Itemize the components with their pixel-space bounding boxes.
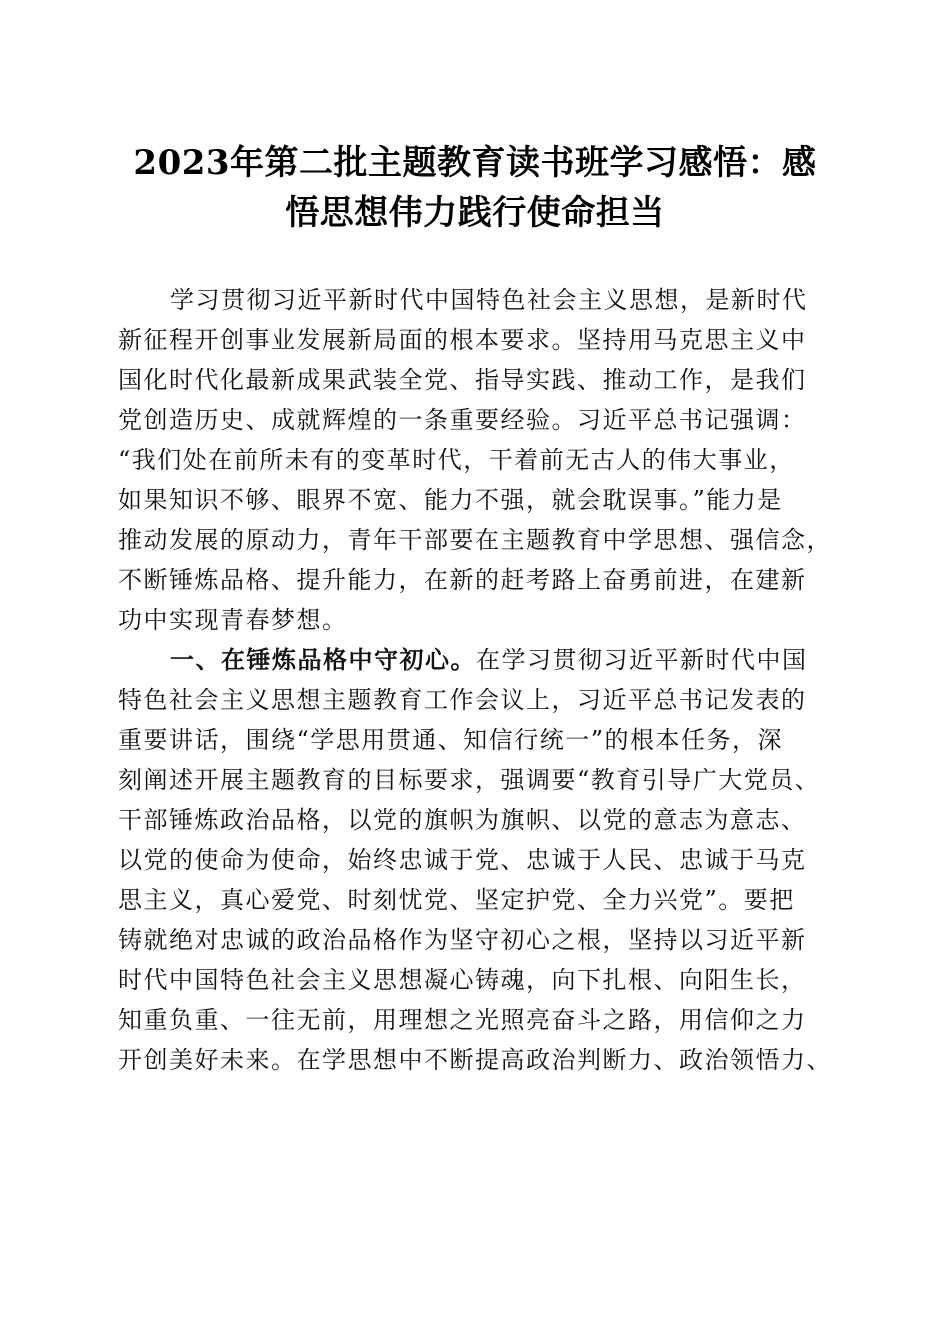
paragraph-line: 不断锤炼品格、提升能力，在新的赶考路上奋勇前进，在建新 <box>118 566 807 594</box>
paragraph-line: 开创美好未来。在学思想中不断提高政治判断力、政治领悟力、 <box>118 1046 832 1074</box>
section-1-first-line-text: 在学习贯彻习近平新时代中国 <box>476 646 808 674</box>
paragraph-line: 以党的使命为使命，始终忠诚于党、忠诚于人民、忠诚于马克 <box>118 846 807 874</box>
paragraph-line: 国化时代化最新成果武装全党、指导实践、推动工作，是我们 <box>118 366 807 394</box>
document-body <box>118 280 838 1080</box>
paragraph-line: 如果知识不够、眼界不宽、能力不强，就会耽误事。”能力是 <box>118 486 783 514</box>
paragraph-line: 学习贯彻习近平新时代中国特色社会主义思想，是新时代 <box>170 286 808 314</box>
paragraph-line: 知重负重、一往无前，用理想之光照亮奋斗之路，用信仰之力 <box>118 1006 807 1034</box>
paragraph-line: 党创造历史、成就辉煌的一条重要经验。习近平总书记强调： <box>118 406 807 434</box>
paragraph-line: 思主义，真心爱党、时刻忧党、坚定护党、全力兴党”。要把 <box>118 886 795 914</box>
title-line-2: 悟思想伟力践行使命担当 <box>285 193 665 233</box>
paragraph-line: 铸就绝对忠诚的政治品格作为坚守初心之根，坚持以习近平新 <box>118 926 807 954</box>
title-line-1: 2023年第二批主题教育读书班学习感悟：感 <box>133 143 817 183</box>
section-1 <box>118 640 838 1080</box>
section-1-heading: 一、在锤炼品格中守初心。 <box>170 646 476 674</box>
paragraph-intro <box>118 280 838 640</box>
paragraph-line: 特色社会主义思想主题教育工作会议上，习近平总书记发表的 <box>118 686 807 714</box>
paragraph-line: 时代中国特色社会主义思想凝心铸魂，向下扎根、向阳生长， <box>118 966 807 994</box>
section-1-first-line <box>118 640 838 680</box>
paragraph-line: “我们处在前所未有的变革时代，干着前无古人的伟大事业， <box>118 446 795 474</box>
paragraph-line: 功中实现青春梦想。 <box>118 606 348 634</box>
paragraph-line: 干部锤炼政治品格，以党的旗帜为旗帜、以党的意志为意志、 <box>118 806 807 834</box>
paragraph-line: 刻阐述开展主题教育的目标要求，强调要“教育引导广大党员、 <box>118 766 821 794</box>
paragraph-line: 新征程开创事业发展新局面的根本要求。坚持用马克思主义中 <box>118 326 807 354</box>
paragraph-line: 重要讲话，围绕“学思用贯通、知信行统一”的根本任务，深 <box>118 726 784 754</box>
document-title <box>100 138 850 238</box>
paragraph-line: 推动发展的原动力，青年干部要在主题教育中学思想、强信念， <box>118 526 832 554</box>
